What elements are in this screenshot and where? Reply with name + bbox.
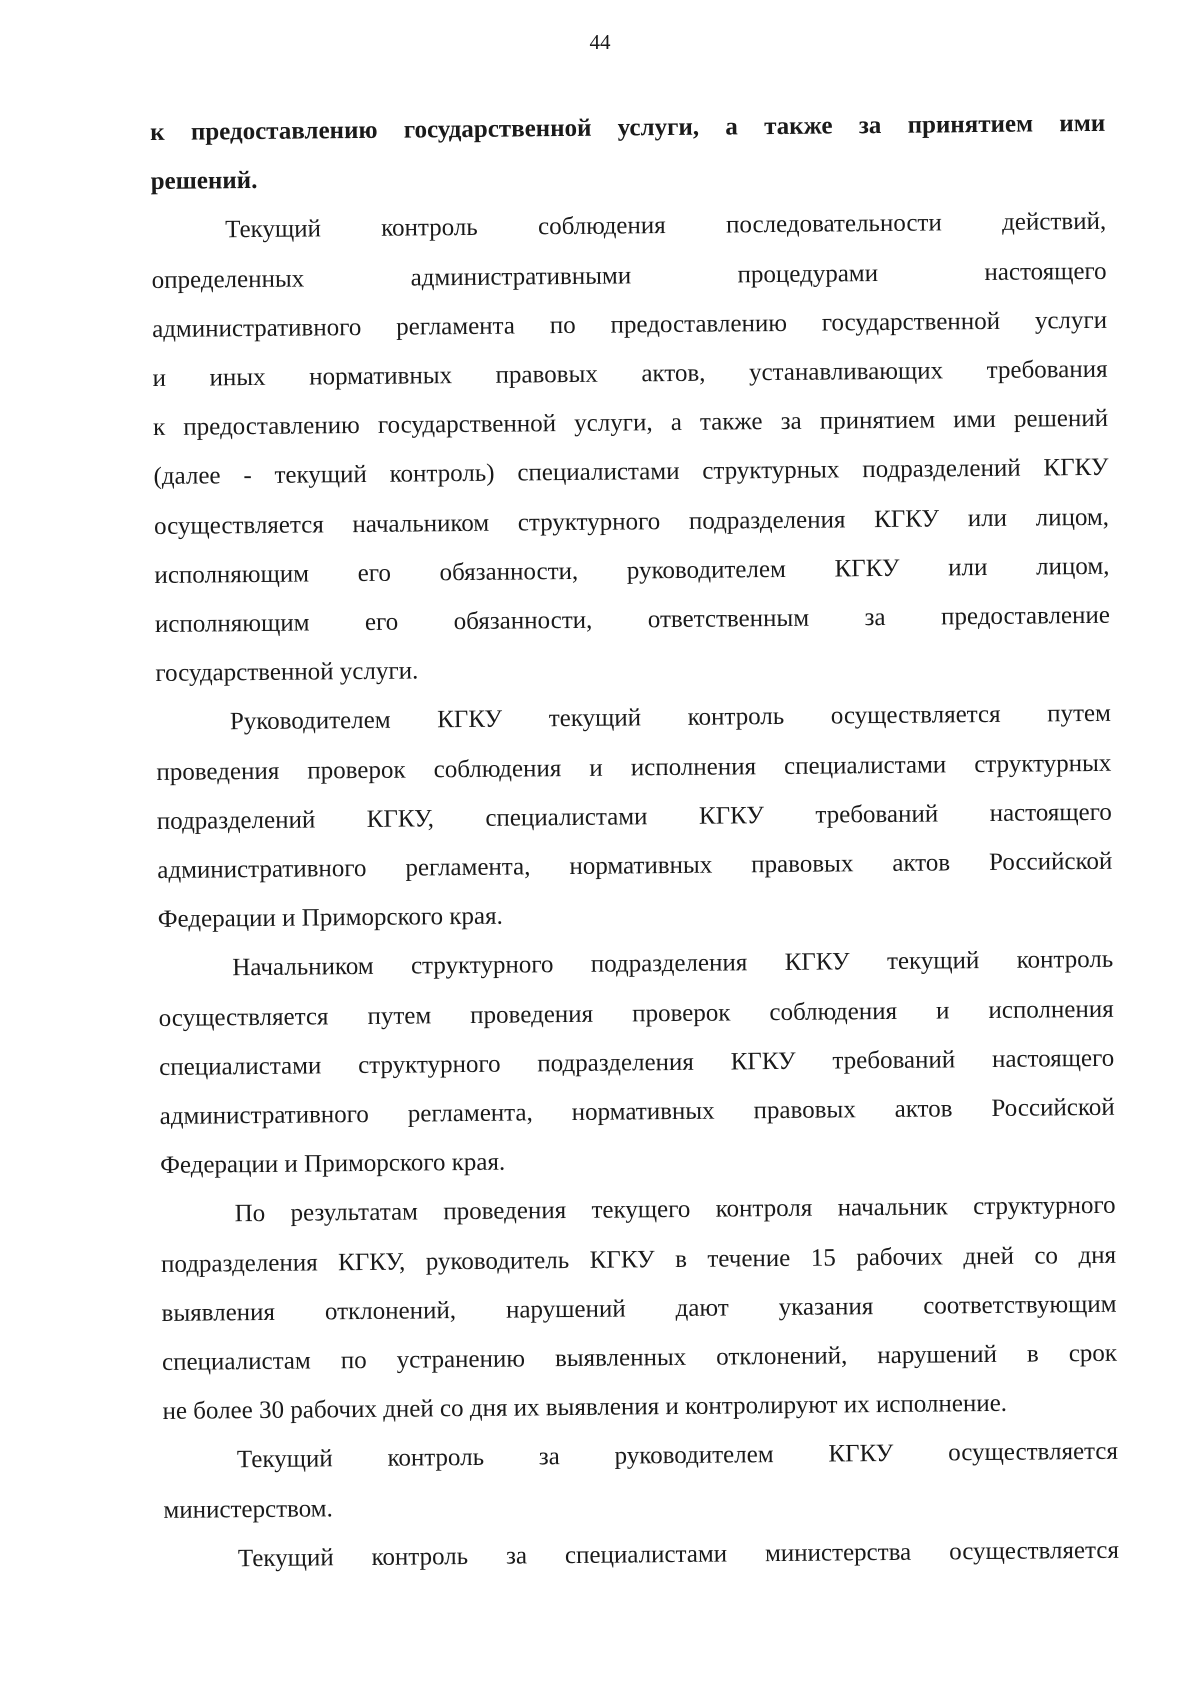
text-line: Руководителем КГКУ текущий контроль осуществляется путем [229,700,1111,736]
text-line: Федерации и Приморского края. [160,1148,506,1180]
document-body [150,99,1119,1584]
text-line: и иных нормативных правовых актов, устанавливающих требования [152,355,1108,393]
page-number: 44 [589,30,611,54]
text-line: подразделений КГКУ, специалистами КГКУ требований настоящего [156,798,1112,835]
text-line: выявления отклонений, нарушений дают указания соответствующим [161,1290,1117,1327]
text-line: проведения проверок соблюдения и исполнения специалистами структурных [156,749,1112,786]
text-line: По результатам проведения текущего контроля начальник структурного [234,1192,1116,1228]
text-line: осуществляется путем проведения проверок соблюдения и исполнения [158,995,1114,1032]
text-line: определенных административными процедурами настоящего [151,257,1107,294]
text-line: (далее - текущий контроль) специалистами структурных подразделений КГКУ [153,454,1109,491]
section-heading-line: решений. [150,167,258,196]
text-line: Текущий контроль за руководителем КГКУ осуществляется [236,1438,1119,1474]
text-line: специалистами структурного подразделения КГКУ требований настоящего [159,1044,1115,1081]
text-line: Текущий контроль за специалистами министерства осуществляется [237,1536,1120,1573]
text-line: государственной услуги. [155,657,419,688]
text-line: министерством. [163,1494,333,1524]
text-line: не более 30 рабочих дней со дня их выявления и контролируют их исполнение. [162,1390,1008,1426]
text-line: Текущий контроль соблюдения последовательности действий, [225,208,1107,244]
text-line: Федерации и Приморского края. [157,902,503,934]
text-line: осуществляется начальником структурного подразделения КГКУ или лицом, [153,503,1110,540]
text-line: подразделения КГКУ, руководитель КГКУ в течение 15 рабочих дней со дня [160,1241,1117,1278]
text-line: административного регламента по предоставлению государственной услуги [151,306,1108,343]
text-line: специалистам по устранению выявленных отклонений, нарушений в срок [161,1339,1118,1377]
text-line: исполняющим его обязанности, ответственным за предоставление [154,601,1111,639]
text-line: административного регламента, нормативных правовых актов Российской [157,847,1113,885]
text-line: исполняющим его обязанности, руководителем КГКУ или лицом, [154,552,1110,589]
section-heading-line: к предоставлению государственной услуги, а также за принятием ими [150,109,1106,146]
text-line: к предоставлению государственной услуги, а также за принятием ими решений [152,405,1109,442]
text-line: Начальником структурного подразделения КГКУ текущий контроль [232,946,1114,982]
text-line: административного регламента, нормативных правовых актов Российской [159,1093,1115,1131]
